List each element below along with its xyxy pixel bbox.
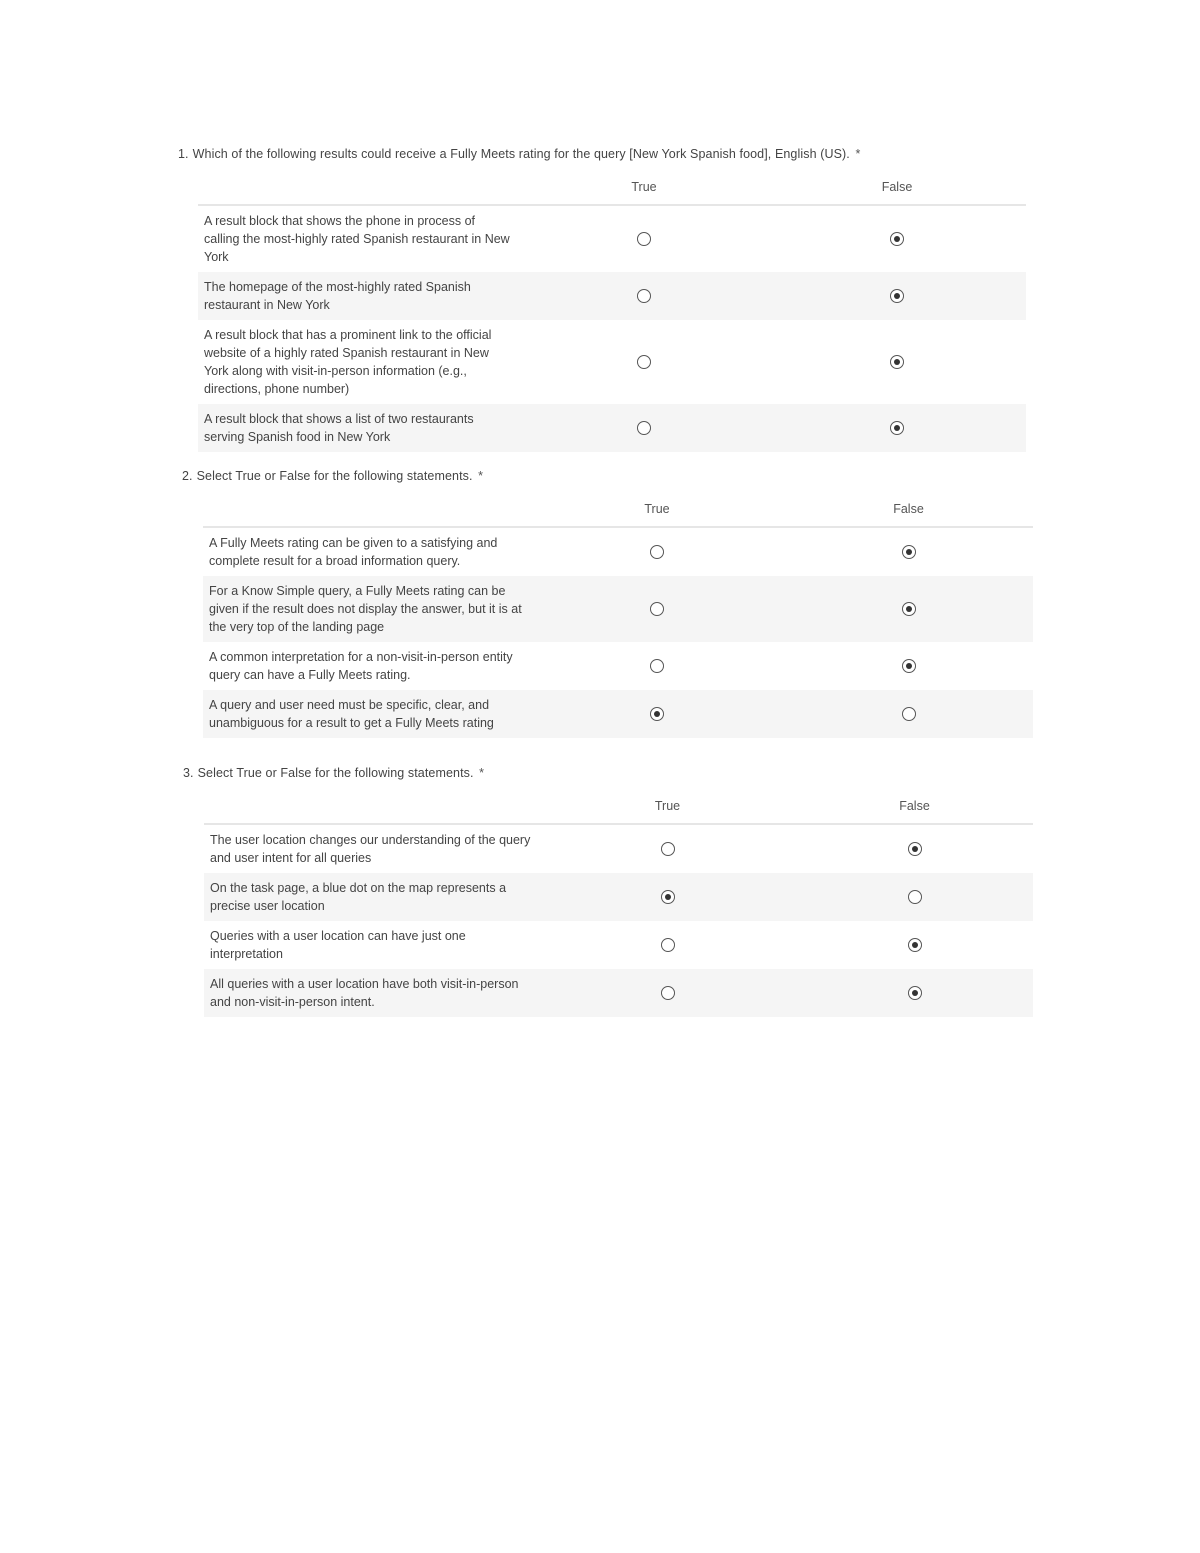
option-cell-false [796,873,1033,921]
option-cell-true [539,969,796,1017]
option-cell-false [796,969,1033,1017]
grid-header-row [204,789,1033,824]
table-row [204,873,1033,921]
radio-false[interactable] [902,602,916,616]
radio-false[interactable] [890,289,904,303]
option-cell-true [539,824,796,873]
table-row [198,320,1026,404]
radio-true[interactable] [650,707,664,721]
radio-false[interactable] [908,938,922,952]
grid-header-row [203,492,1033,527]
table-row [203,690,1033,738]
table-row [198,205,1026,272]
radio-false[interactable] [890,355,904,369]
radio-true[interactable] [661,938,675,952]
option-cell-true [520,205,768,272]
option-cell-true [520,272,768,320]
option-cell-false [796,824,1033,873]
row-statement: For a Know Simple query, a Fully Meets rating can be given if the result does not display the answer, but it is at the very top of the landing page [203,576,530,642]
column-header-true: True [530,492,784,527]
option-cell-false [768,272,1026,320]
row-statement: On the task page, a blue dot on the map represents a precise user location [204,873,539,921]
question-number: 3. [183,766,194,780]
row-statement: A Fully Meets rating can be given to a satisfying and complete result for a broad information query. [209,536,498,568]
option-cell-true [530,690,784,738]
radio-true[interactable] [637,355,651,369]
question-text: Select True or False for the following statements. [196,469,473,483]
option-cell-true [539,873,796,921]
row-statement: A common interpretation for a non-visit-in-person entity query can have a Fully Meets rating. [209,650,513,682]
column-header-false: False [784,492,1033,527]
row-statement: A query and user need must be specific, clear, and unambiguous for a result to get a Fully Meets rating [203,690,530,738]
radio-false[interactable] [908,986,922,1000]
grid-header-row [198,170,1026,205]
row-statement: A result block that shows the phone in process of calling the most-highly rated Spanish restaurant in New York [204,214,510,264]
radio-true[interactable] [650,545,664,559]
radio-true[interactable] [637,232,651,246]
option-cell-false [784,576,1033,642]
table-row [198,272,1026,320]
required-asterisk: * [479,766,485,780]
table-row [203,576,1033,642]
column-header-false: False [768,170,1026,205]
option-cell-false [768,320,1026,404]
table-row [203,642,1033,690]
option-cell-false [784,642,1033,690]
column-header-true: True [520,170,768,205]
table-row [203,527,1033,576]
option-cell-true [520,320,768,404]
option-cell-false [784,690,1033,738]
option-cell-false [784,527,1033,576]
column-header-false: False [796,789,1033,824]
question-3-title [183,766,484,780]
question-1-grid [198,170,1026,452]
radio-true[interactable] [661,890,675,904]
row-statement: Queries with a user location can have just one interpretation [210,929,466,961]
table-row [198,404,1026,452]
required-asterisk: * [855,147,861,161]
grid-header-blank [198,170,520,205]
required-asterisk: * [478,469,484,483]
question-2-grid [203,492,1033,738]
question-2-title [182,469,483,483]
option-cell-true [520,404,768,452]
row-statement: The user location changes our understanding of the query and user intent for all queries [210,833,531,865]
option-cell-true [530,642,784,690]
option-cell-false [796,921,1033,969]
radio-true[interactable] [650,602,664,616]
radio-true[interactable] [650,659,664,673]
question-text: Select True or False for the following statements. [197,766,474,780]
question-3-grid [204,789,1033,1017]
radio-false[interactable] [908,890,922,904]
radio-false[interactable] [890,232,904,246]
row-statement: The homepage of the most-highly rated Spanish restaurant in New York [198,272,520,320]
option-cell-false [768,404,1026,452]
grid-header-blank [203,492,530,527]
question-1-title [178,147,860,161]
radio-false[interactable] [908,842,922,856]
option-cell-false [768,205,1026,272]
table-row [204,824,1033,873]
row-statement: A result block that has a prominent link to the official website of a highly rated Spanish restaurant in New York along with visit-in-person information (e.g., directions, phone number) [204,328,492,396]
table-row [204,969,1033,1017]
radio-true[interactable] [661,842,675,856]
radio-true[interactable] [637,421,651,435]
table-row [204,921,1033,969]
radio-true[interactable] [637,289,651,303]
question-number: 1. [178,147,189,161]
radio-false[interactable] [902,545,916,559]
row-statement: A result block that shows a list of two restaurants serving Spanish food in New York [198,404,520,452]
option-cell-true [539,921,796,969]
question-number: 2. [182,469,193,483]
radio-false[interactable] [902,707,916,721]
radio-false[interactable] [902,659,916,673]
row-statement: All queries with a user location have both visit-in-person and non-visit-in-person intent. [204,969,539,1017]
radio-false[interactable] [890,421,904,435]
option-cell-true [530,576,784,642]
grid-header-blank [204,789,539,824]
option-cell-true [530,527,784,576]
question-text: Which of the following results could receive a Fully Meets rating for the query [New York Spanish food], English (US). [192,147,850,161]
column-header-true: True [539,789,796,824]
radio-true[interactable] [661,986,675,1000]
